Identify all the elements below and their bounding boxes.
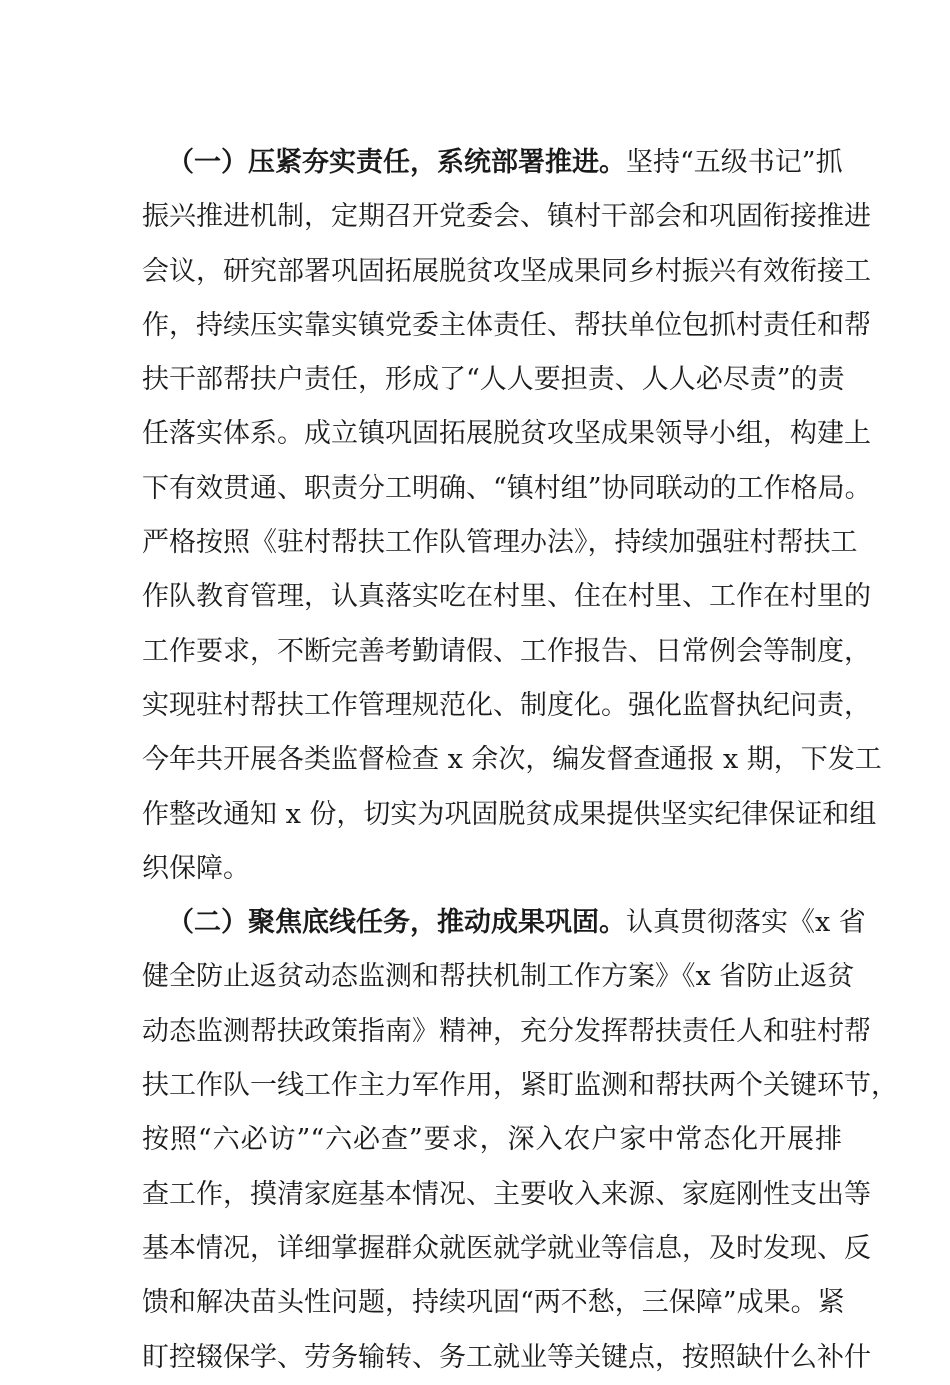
paragraph-line: 健全防止返贫动态监测和帮扶机制工作方案》《x 省防止返贫 (142, 961, 855, 993)
paragraph-line: 馈和解决苗头性问题，持续巩固“两不愁，三保障”成果。紧 (142, 1287, 845, 1319)
paragraph-line (142, 136, 842, 190)
paragraph-line: 今年共开展各类监督检查 x 余次，编发督查通报 x 期，下发工 (142, 744, 882, 776)
paragraph-line: 作队教育管理，认真落实吃在村里、住在村里、工作在村里的 (142, 581, 871, 613)
paragraph-line: 盯控辍保学、劳务输转、务工就业等关键点，按照缺什么补什 (142, 1341, 871, 1373)
section-heading: （一）压紧夯实责任，系统部署推进。 (167, 147, 626, 178)
paragraph-line: 工作要求，不断完善考勤请假、工作报告、日常例会等制度， (142, 635, 871, 667)
paragraph-line: 扶工作队一线工作主力军作用，紧盯监测和帮扶两个关键环节， (142, 1070, 898, 1102)
paragraph-line: 作整改通知 x 份，切实为巩固脱贫成果提供坚实纪律保证和组 (142, 798, 877, 830)
paragraph-line: 查工作，摸清家庭基本情况、主要收入来源、家庭刚性支出等 (142, 1178, 871, 1210)
paragraph-line: 任落实体系。成立镇巩固拓展脱贫攻坚成果领导小组，构建上 (142, 418, 871, 450)
paragraph-line (142, 896, 866, 950)
document-body (142, 136, 898, 1385)
paragraph-line: 动态监测帮扶政策指南》精神，充分发挥帮扶责任人和驻村帮 (142, 1015, 871, 1047)
paragraph-text: 坚持“五级书记”抓 (626, 147, 843, 178)
paragraph-text: 认真贯彻落实《x 省 (626, 907, 866, 939)
paragraph-line: 严格按照《驻村帮扶工作队管理办法》，持续加强驻村帮扶工 (142, 527, 858, 559)
paragraph-line: 扶干部帮扶户责任，形成了“人人要担责、人人必尽责”的责 (142, 364, 845, 396)
paragraph-line: 基本情况，详细掌握群众就医就学就业等信息，及时发现、反 (142, 1232, 871, 1264)
paragraph-line: 按照“六必访”“六必查”要求，深入农户家中常态化开展排 (142, 1124, 842, 1156)
paragraph-line: 织保障。 (142, 852, 250, 884)
paragraph-line: 振兴推进机制，定期召开党委会、镇村干部会和巩固衔接推进 (142, 201, 871, 233)
paragraph-line: 作，持续压实靠实镇党委主体责任、帮扶单位包抓村责任和帮 (142, 309, 871, 341)
paragraph-line: 实现驻村帮扶工作管理规范化、制度化。强化监督执纪问责， (142, 689, 871, 721)
paragraph-line: 下有效贯通、职责分工明确、“镇村组”协同联动的工作格局。 (142, 472, 872, 504)
paragraph-line: 会议，研究部署巩固拓展脱贫攻坚成果同乡村振兴有效衔接工 (142, 255, 871, 287)
section-heading: （二）聚焦底线任务，推动成果巩固。 (167, 907, 626, 939)
